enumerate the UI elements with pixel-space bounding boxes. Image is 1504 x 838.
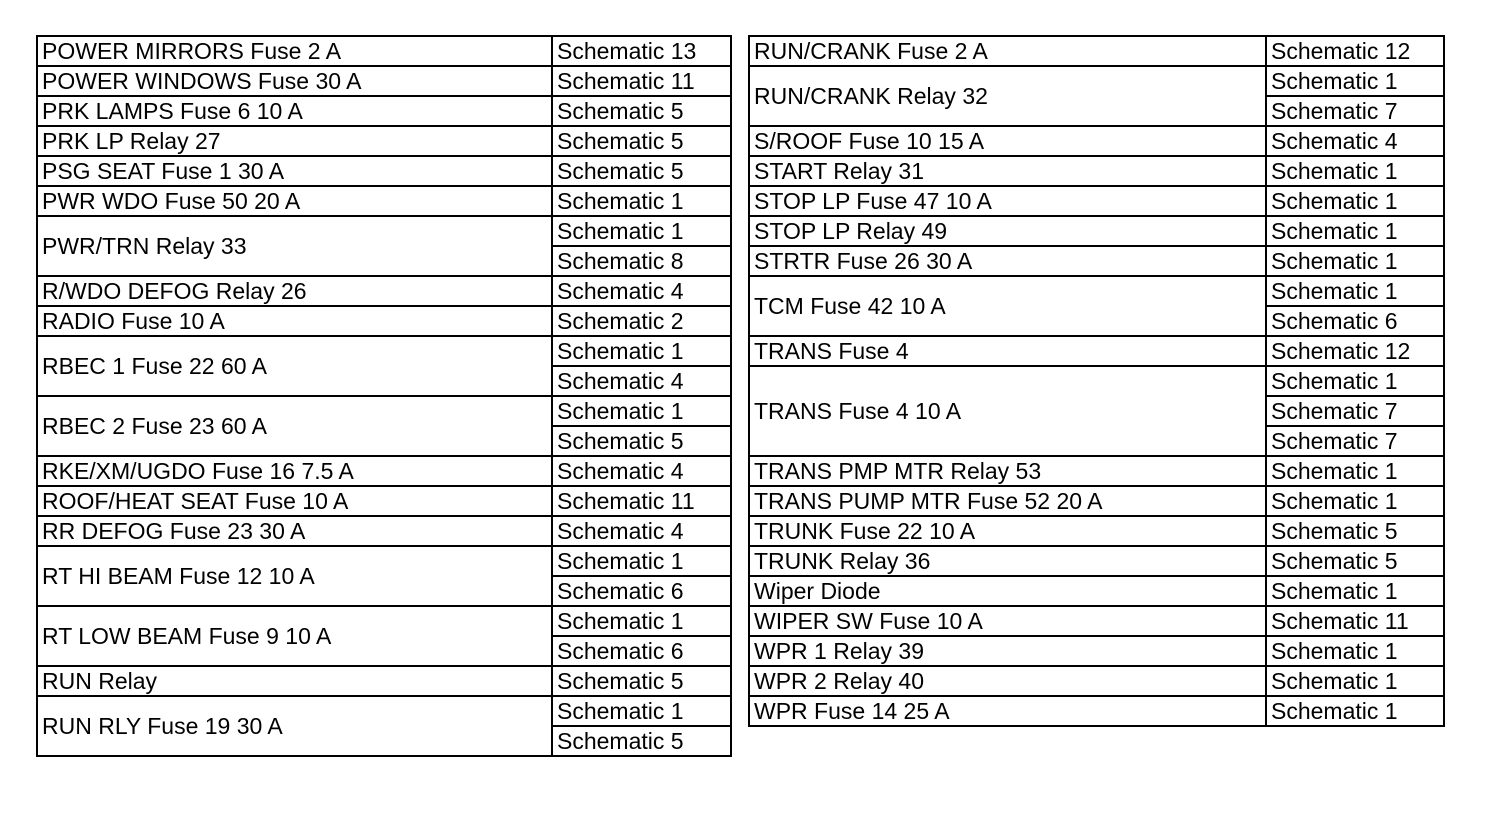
component-cell: STOP LP Relay 49	[749, 216, 1266, 246]
schematic-ref-cell: Schematic 5	[552, 426, 731, 456]
schematic-ref-cell: Schematic 1	[1266, 216, 1444, 246]
table-row	[749, 276, 1444, 306]
table-row	[749, 156, 1444, 186]
schematic-ref-cell: Schematic 1	[552, 216, 731, 246]
component-cell: RUN RLY Fuse 19 30 A	[37, 696, 552, 756]
component-cell: WPR Fuse 14 25 A	[749, 696, 1266, 726]
table-row	[37, 696, 731, 726]
table-row	[749, 456, 1444, 486]
component-cell: TRANS Fuse 4	[749, 336, 1266, 366]
component-cell: TRUNK Fuse 22 10 A	[749, 516, 1266, 546]
component-cell: RADIO Fuse 10 A	[37, 306, 552, 336]
schematic-ref-cell: Schematic 2	[552, 306, 731, 336]
table-row	[749, 246, 1444, 276]
component-cell: RR DEFOG Fuse 23 30 A	[37, 516, 552, 546]
schematic-ref-cell: Schematic 8	[552, 246, 731, 276]
schematic-ref-cell: Schematic 1	[1266, 696, 1444, 726]
table-row	[37, 306, 731, 336]
schematic-ref-cell: Schematic 4	[552, 456, 731, 486]
component-cell: WPR 2 Relay 40	[749, 666, 1266, 696]
schematic-ref-cell: Schematic 1	[552, 186, 731, 216]
schematic-ref-cell: Schematic 1	[552, 696, 731, 726]
component-cell: RUN/CRANK Relay 32	[749, 66, 1266, 126]
schematic-ref-cell: Schematic 1	[1266, 486, 1444, 516]
component-index-table-left	[36, 35, 732, 757]
schematic-ref-cell: Schematic 1	[1266, 276, 1444, 306]
table-row	[37, 126, 731, 156]
schematic-ref-cell: Schematic 1	[1266, 636, 1444, 666]
component-cell: POWER MIRRORS Fuse 2 A	[37, 36, 552, 66]
table-row	[37, 456, 731, 486]
component-cell: RBEC 2 Fuse 23 60 A	[37, 396, 552, 456]
schematic-ref-cell: Schematic 6	[1266, 306, 1444, 336]
table-row	[37, 186, 731, 216]
table-row	[749, 516, 1444, 546]
table-row	[37, 486, 731, 516]
component-cell: START Relay 31	[749, 156, 1266, 186]
component-index-table-right	[748, 35, 1445, 727]
schematic-ref-cell: Schematic 6	[552, 636, 731, 666]
component-cell: Wiper Diode	[749, 576, 1266, 606]
component-cell: RUN Relay	[37, 666, 552, 696]
schematic-ref-cell: Schematic 12	[1266, 36, 1444, 66]
table-body	[749, 36, 1444, 726]
schematic-ref-cell: Schematic 1	[1266, 576, 1444, 606]
table-row	[37, 546, 731, 576]
schematic-ref-cell: Schematic 4	[552, 366, 731, 396]
table-row	[749, 126, 1444, 156]
table-row	[37, 216, 731, 246]
table-row	[37, 666, 731, 696]
table-row	[749, 366, 1444, 396]
table-row	[37, 606, 731, 636]
schematic-ref-cell: Schematic 1	[1266, 246, 1444, 276]
schematic-ref-cell: Schematic 4	[552, 276, 731, 306]
schematic-ref-cell: Schematic 13	[552, 36, 731, 66]
table-row	[749, 696, 1444, 726]
schematic-ref-cell: Schematic 4	[552, 516, 731, 546]
table-row	[749, 636, 1444, 666]
schematic-ref-cell: Schematic 11	[1266, 606, 1444, 636]
component-cell: RKE/XM/UGDO Fuse 16 7.5 A	[37, 456, 552, 486]
component-cell: RBEC 1 Fuse 22 60 A	[37, 336, 552, 396]
table-row	[749, 486, 1444, 516]
component-cell: TRANS Fuse 4 10 A	[749, 366, 1266, 456]
schematic-ref-cell: Schematic 5	[552, 726, 731, 756]
table-row	[37, 276, 731, 306]
schematic-ref-cell: Schematic 1	[552, 546, 731, 576]
component-cell: R/WDO DEFOG Relay 26	[37, 276, 552, 306]
schematic-ref-cell: Schematic 5	[552, 96, 731, 126]
component-cell: S/ROOF Fuse 10 15 A	[749, 126, 1266, 156]
schematic-ref-cell: Schematic 11	[552, 486, 731, 516]
schematic-ref-cell: Schematic 5	[1266, 546, 1444, 576]
table-body	[37, 36, 731, 756]
table-row	[37, 96, 731, 126]
table-row	[37, 156, 731, 186]
component-cell: STOP LP Fuse 47 10 A	[749, 186, 1266, 216]
table-row	[37, 516, 731, 546]
table-row	[749, 546, 1444, 576]
table-row	[749, 36, 1444, 66]
component-cell: TRANS PMP MTR Relay 53	[749, 456, 1266, 486]
component-cell: PWR WDO Fuse 50 20 A	[37, 186, 552, 216]
component-cell: WPR 1 Relay 39	[749, 636, 1266, 666]
table-row	[37, 396, 731, 426]
component-cell: STRTR Fuse 26 30 A	[749, 246, 1266, 276]
schematic-ref-cell: Schematic 5	[1266, 516, 1444, 546]
component-cell: TRUNK Relay 36	[749, 546, 1266, 576]
schematic-ref-cell: Schematic 1	[552, 606, 731, 636]
component-cell: TCM Fuse 42 10 A	[749, 276, 1266, 336]
component-cell: POWER WINDOWS Fuse 30 A	[37, 66, 552, 96]
schematic-ref-cell: Schematic 5	[552, 666, 731, 696]
component-cell: PWR/TRN Relay 33	[37, 216, 552, 276]
schematic-ref-cell: Schematic 1	[1266, 666, 1444, 696]
component-cell: PRK LP Relay 27	[37, 126, 552, 156]
component-cell: ROOF/HEAT SEAT Fuse 10 A	[37, 486, 552, 516]
table-row	[37, 66, 731, 96]
component-cell: PRK LAMPS Fuse 6 10 A	[37, 96, 552, 126]
schematic-ref-cell: Schematic 7	[1266, 396, 1444, 426]
schematic-ref-cell: Schematic 11	[552, 66, 731, 96]
component-cell: WIPER SW Fuse 10 A	[749, 606, 1266, 636]
schematic-ref-cell: Schematic 12	[1266, 336, 1444, 366]
table-row	[749, 186, 1444, 216]
schematic-ref-cell: Schematic 1	[552, 336, 731, 366]
table-row	[749, 576, 1444, 606]
table-row	[37, 336, 731, 366]
schematic-ref-cell: Schematic 1	[552, 396, 731, 426]
component-cell: RT LOW BEAM Fuse 9 10 A	[37, 606, 552, 666]
table-row	[749, 216, 1444, 246]
schematic-ref-cell: Schematic 4	[1266, 126, 1444, 156]
schematic-ref-cell: Schematic 1	[1266, 186, 1444, 216]
table-row	[749, 336, 1444, 366]
schematic-ref-cell: Schematic 7	[1266, 426, 1444, 456]
component-cell: RUN/CRANK Fuse 2 A	[749, 36, 1266, 66]
schematic-ref-cell: Schematic 5	[552, 126, 731, 156]
component-cell: TRANS PUMP MTR Fuse 52 20 A	[749, 486, 1266, 516]
component-cell: PSG SEAT Fuse 1 30 A	[37, 156, 552, 186]
schematic-ref-cell: Schematic 1	[1266, 366, 1444, 396]
table-row	[37, 36, 731, 66]
schematic-ref-cell: Schematic 5	[552, 156, 731, 186]
table-row	[749, 66, 1444, 96]
schematic-ref-cell: Schematic 1	[1266, 156, 1444, 186]
schematic-ref-cell: Schematic 1	[1266, 66, 1444, 96]
schematic-ref-cell: Schematic 6	[552, 576, 731, 606]
component-cell: RT HI BEAM Fuse 12 10 A	[37, 546, 552, 606]
schematic-ref-cell: Schematic 7	[1266, 96, 1444, 126]
schematic-ref-cell: Schematic 1	[1266, 456, 1444, 486]
table-row	[749, 606, 1444, 636]
table-row	[749, 666, 1444, 696]
